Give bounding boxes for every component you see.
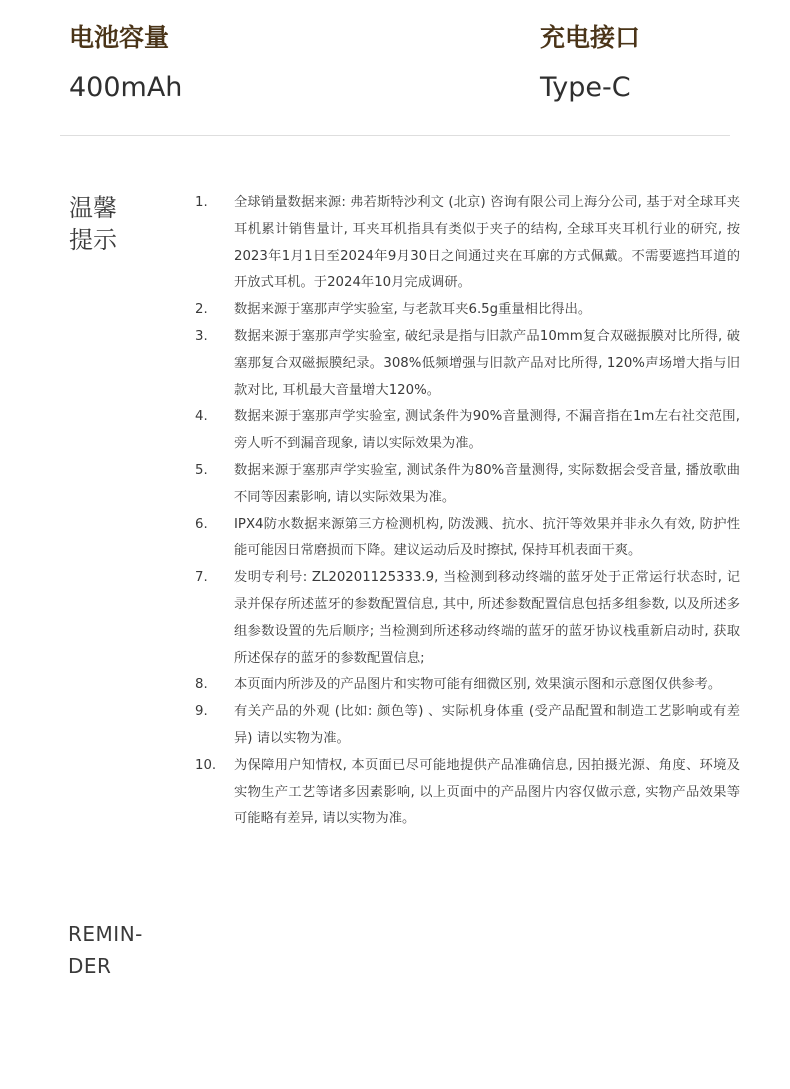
reminder-title: 温馨提示 bbox=[69, 194, 117, 254]
reminder-note bbox=[195, 512, 740, 566]
spec-charging-port bbox=[540, 18, 640, 106]
section-divider bbox=[60, 135, 730, 136]
spec-label: 电池容量 bbox=[69, 23, 170, 52]
reminder-note bbox=[195, 297, 740, 324]
reminder-notes-list bbox=[195, 190, 740, 833]
reminder-note bbox=[195, 753, 740, 833]
note-number: 7. bbox=[195, 570, 208, 586]
spec-value: 400mAh bbox=[69, 72, 183, 103]
note-number: 4. bbox=[195, 409, 208, 425]
reminder-note bbox=[195, 190, 740, 297]
note-text: IPX4防水数据来源第三方检测机构, 防泼溅、抗水、抗汗等效果并非永久有效, 防护性能可能因日常磨损而下降。建议运动后及时擦拭, 保持耳机表面干爽。 bbox=[234, 516, 740, 559]
reminder-note bbox=[195, 404, 740, 458]
note-text: 本页面内所涉及的产品图片和实物可能有细微区别, 效果演示图和示意图仅供参考。 bbox=[234, 677, 722, 693]
note-number: 1. bbox=[195, 195, 208, 210]
note-number: 10. bbox=[195, 757, 217, 773]
reminder-note bbox=[195, 324, 740, 404]
note-text: 数据来源于塞那声学实验室, 测试条件为90%音量测得, 不漏音指在1m左右社交范围, 旁人听不到漏音现象, 请以实际效果为准。 bbox=[234, 409, 740, 452]
note-number: 8. bbox=[195, 677, 208, 693]
note-number: 2. bbox=[195, 302, 208, 318]
note-number: 3. bbox=[195, 328, 208, 344]
note-text: 数据来源于塞那声学实验室, 测试条件为80%音量测得, 实际数据会受音量, 播放歌曲不同等因素影响, 请以实际效果为准。 bbox=[234, 462, 740, 505]
note-text: 数据来源于塞那声学实验室, 与老款耳夹6.5g重量相比得出。 bbox=[234, 302, 592, 318]
spec-label: 充电接口 bbox=[540, 23, 641, 52]
note-number: 9. bbox=[195, 704, 208, 720]
note-text: 有关产品的外观 (比如: 颜色等) 、实际机身体重 (受产品配置和制造工艺影响或有差异) 请以实物为准。 bbox=[234, 704, 740, 746]
reminder-note bbox=[195, 458, 740, 512]
spec-battery-capacity bbox=[69, 18, 182, 106]
reminder-note bbox=[195, 565, 740, 672]
reminder-title-english: REMIN-DER bbox=[68, 922, 143, 978]
note-text: 数据来源于塞那声学实验室, 破纪录是指与旧款产品10mm复合双磁振膜对比所得, 破塞那复合双磁振膜纪录。308%低频增强与旧款产品对比所得, 120%声场增大指与旧款对比, 耳机最大音量增大120%。 bbox=[234, 328, 740, 398]
note-text: 发明专利号: ZL20201125333.9, 当检测到移动终端的蓝牙处于正常运行状态时, 记录并保存所述蓝牙的参数配置信息, 其中, 所述参数配置信息包括多组参数, 以及所述多组参数设置的先后顺序; 当检测到所述移动终端的蓝牙的蓝牙协议栈重新启动时, 获取所述保存的蓝牙的参数配置信息; bbox=[234, 570, 740, 666]
note-number: 6. bbox=[195, 516, 208, 532]
note-text: 全球销量数据来源: 弗若斯特沙利文 (北京) 咨询有限公司上海分公司, 基于对全球耳夹耳机累计销售量计, 耳夹耳机指具有类似于夹子的结构, 全球耳夹耳机行业的研究, 按2023年1月1日至2024年9月30日之间通过夹在耳廓的方式佩戴。不需要遮挡耳道的开放式耳机。于2024年10月完成调研。 bbox=[234, 195, 740, 291]
note-text: 为保障用户知情权, 本页面已尽可能地提供产品准确信息, 因拍摄光源、角度、环境及实物生产工艺等诸多因素影响, 以上页面中的产品图片内容仅做示意, 实物产品效果等可能略有差异, 请以实物为准。 bbox=[234, 757, 740, 827]
spec-value: Type-C bbox=[540, 72, 631, 103]
reminder-note bbox=[195, 672, 740, 699]
reminder-note bbox=[195, 699, 740, 753]
note-number: 5. bbox=[195, 462, 208, 478]
